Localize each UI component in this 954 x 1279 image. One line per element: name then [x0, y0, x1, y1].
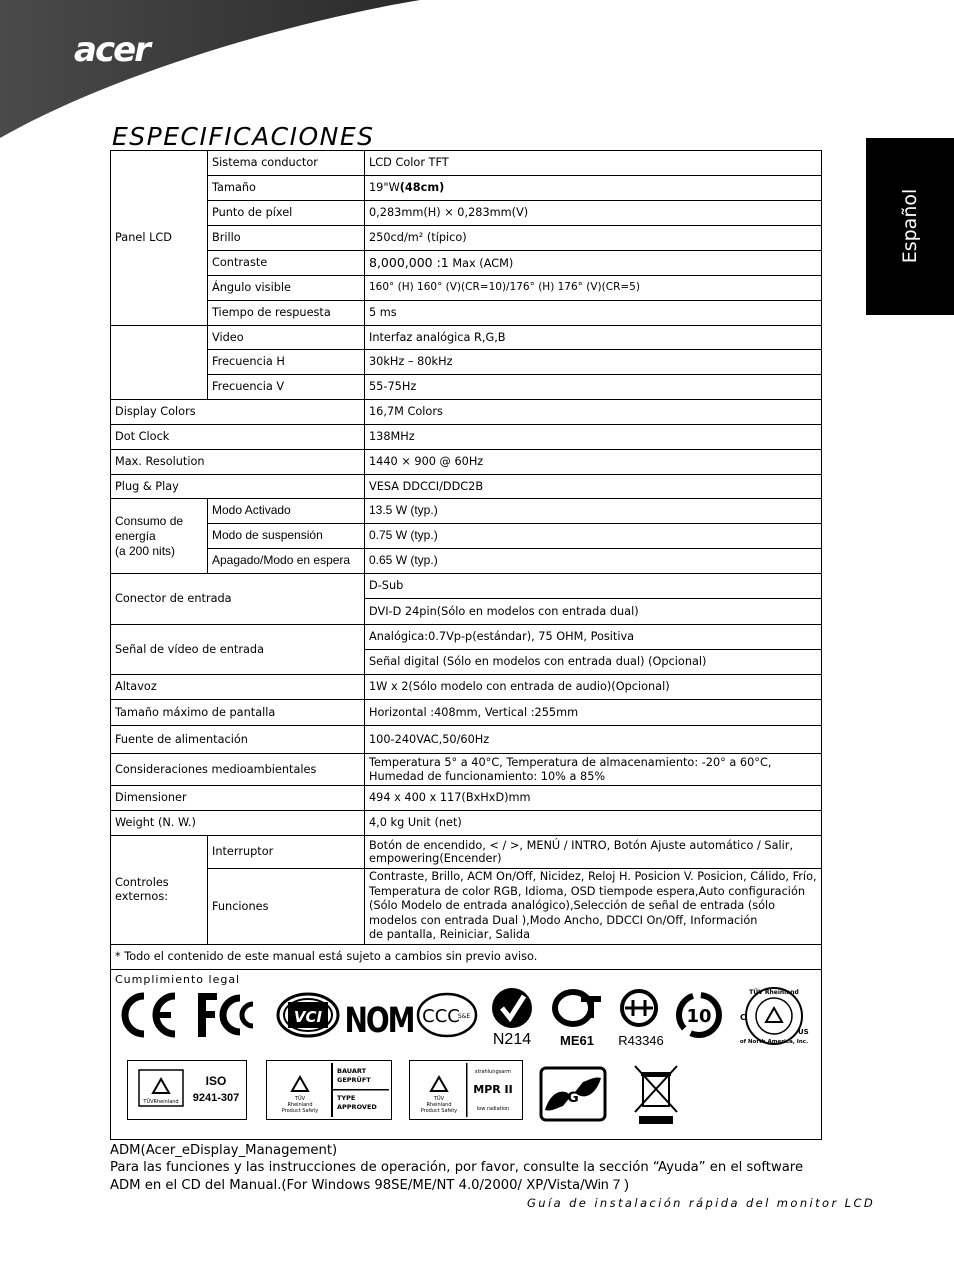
- fcc-mark-icon: [195, 990, 261, 1040]
- display-colors-value: 16,7M Colors: [365, 400, 822, 425]
- consid-label: Consideraciones medioambientales: [111, 754, 365, 786]
- contraste-value: [365, 251, 822, 276]
- panel-lcd-label: Panel LCD: [111, 151, 208, 326]
- tuv-us-top: TÜV Rheinland: [749, 988, 799, 996]
- sistema-value: LCD Color TFT: [365, 151, 822, 176]
- contraste-suffix: Max (ACM): [452, 256, 514, 270]
- page-title: ESPECIFICACIONES: [112, 122, 375, 151]
- tuv-triangle-icon: [136, 1067, 186, 1111]
- frech-label: Frecuencia H: [208, 350, 365, 375]
- type-1: TYPE: [337, 1093, 356, 1102]
- tuv-us-bottom: of North America, Inc.: [739, 1038, 809, 1045]
- c-tick-mark-icon: [486, 986, 538, 1048]
- c-tick-code: N214: [492, 1030, 532, 1048]
- angulo-label: Ángulo visible: [208, 276, 365, 301]
- mpr-text-icon: [466, 1063, 520, 1117]
- punto-value: 0,283mm(H) × 0,283mm(V): [365, 201, 822, 226]
- china-rohs-text: 10: [686, 1005, 712, 1027]
- angulo-value: 160° (H) 160° (V)(CR=10)/176° (H) 176° (V)(CR=5): [365, 276, 822, 301]
- interruptor-line-1: Botón de encendido, < / >, MENÚ / INTRO, Botón Ajuste automático / Salir,: [369, 838, 794, 852]
- bauart-1: BAUART: [337, 1066, 367, 1075]
- weight-label: Weight (N. W.): [111, 811, 365, 836]
- consid-line-2: Humedad de funcionamiento: 10% a 85%: [369, 769, 606, 783]
- consumo-line-1: Consumo de: [115, 513, 184, 528]
- brillo-label: Brillo: [208, 226, 365, 251]
- consumo-line-3: (a 200 nits): [115, 543, 176, 558]
- iso-number: 9241-307: [192, 1091, 240, 1104]
- dot-clock-value: 138MHz: [365, 425, 822, 450]
- dimens-label: Dimensioner: [111, 786, 365, 811]
- adm-line-2-suffix: Win 7 ): [584, 1176, 629, 1192]
- bauart-2: GEPRÜFT: [337, 1075, 371, 1084]
- adm-line-2: [110, 1176, 850, 1194]
- altavoz-label: Altavoz: [111, 675, 365, 700]
- mpr-top: strahlungsarm: [474, 1068, 512, 1075]
- tuv-small-2: Rheinland: [287, 1101, 313, 1108]
- type-2: APPROVED: [337, 1102, 377, 1111]
- tamano-label: Tamaño: [208, 176, 365, 201]
- bauart-gepruft-badge: [266, 1060, 392, 1120]
- funciones-line-5: de pantalla, Reiniciar, Salida: [369, 928, 530, 941]
- compliance-logos: [111, 970, 820, 1138]
- sae-text: S&E: [457, 1012, 471, 1020]
- tuv-small-3b: Product Safety: [420, 1107, 458, 1114]
- senal-label: Señal de vídeo de entrada: [111, 625, 365, 675]
- max-res-label: Max. Resolution: [111, 450, 365, 475]
- altavoz-value: 1W x 2(Sólo modelo con entrada de audio)(Opcional): [365, 675, 822, 700]
- tuv-safety-icon-2: [412, 1065, 466, 1115]
- pse-mark-icon: [551, 988, 607, 1048]
- signal-group-cell: [111, 326, 208, 400]
- interruptor-value: [365, 836, 822, 869]
- compliance-cell: [111, 969, 822, 1139]
- video-value: Interfaz analógica R,G,B: [365, 326, 822, 350]
- iso-text-icon: [188, 1071, 244, 1111]
- frecv-value: 55-75Hz: [365, 375, 822, 400]
- tuv-small-1b: TÜV: [433, 1095, 445, 1102]
- interruptor-label: Interruptor: [208, 836, 365, 869]
- display-colors-label: Display Colors: [111, 400, 365, 425]
- language-tab: [866, 138, 954, 315]
- tuv-safety-icon: [271, 1065, 329, 1115]
- senal-value-2: Señal digital (Sólo en modelos con entrada dual) (Opcional): [365, 650, 822, 675]
- conector-value-1: D-Sub: [365, 574, 822, 599]
- china-rohs-mark-icon: [674, 992, 724, 1038]
- guide-footer: Guía de instalación rápida del monitor LCD: [527, 1196, 876, 1210]
- vci-text: VCI: [293, 1007, 323, 1026]
- language-tab-label: Español: [899, 188, 921, 264]
- acer-logo: acer: [74, 30, 149, 70]
- contraste-main: 8,000,000 :1: [369, 254, 449, 270]
- tuv-c: C: [740, 1012, 746, 1022]
- vcci-mark-icon: [276, 992, 340, 1038]
- g-mark-icon: [539, 1066, 607, 1122]
- consumo-label: [111, 499, 208, 574]
- funciones-line-2: Temperatura de color RGB, Idioma, OSD tiempode espera,Auto configuración: [369, 884, 806, 898]
- funciones-line-1: Contraste, Brillo, ACM On/Off, Nicidez, Reloj H. Posicion V. Posicion, Cálido, Frío,: [369, 870, 817, 883]
- frecv-label: Frecuencia V: [208, 375, 365, 400]
- tamano-size: 19"W: [369, 181, 400, 195]
- header-swoosh: [0, 0, 954, 140]
- funciones-line-3: (Sólo Modelo de entrada analógico),Selección de señal de entrada (sólo: [369, 899, 776, 912]
- nom-text: NOM: [344, 1000, 414, 1041]
- gost-mark-icon: [611, 988, 671, 1048]
- mpr-bottom: low radiation: [476, 1105, 510, 1112]
- adm-line-2-main: ADM en el CD del Manual.(For Windows 98SE/ME/NT 4.0/2000/ XP/Vista/: [110, 1178, 585, 1193]
- tam-max-value: Horizontal :408mm, Vertical :255mm: [365, 700, 822, 726]
- bauart-text-icon: [331, 1063, 389, 1117]
- spec-table: [110, 150, 822, 1140]
- plug-value: VESA DDCCI/DDC2B: [365, 475, 822, 499]
- funciones-label: Funciones: [208, 869, 365, 945]
- ce-mark-icon: [117, 990, 179, 1040]
- tuv-us: US: [798, 1027, 809, 1036]
- ccc-text: CCC: [422, 1005, 460, 1027]
- modo-act-label: Modo Activado: [208, 499, 365, 524]
- controles-label: [111, 836, 208, 945]
- contraste-label: Contraste: [208, 251, 365, 276]
- ccc-mark-icon: [416, 992, 478, 1038]
- mpr-main: MPR II: [473, 1082, 513, 1096]
- gost-code: R43346: [618, 1032, 664, 1048]
- tuv-small-3: Product Safety: [281, 1107, 319, 1114]
- tuv-brand-text: TÜVRheinland: [143, 1098, 179, 1105]
- video-label: Video: [208, 326, 365, 350]
- controles-line-1: Controles: [115, 876, 169, 890]
- weight-value: 4,0 kg Unit (net): [365, 811, 822, 836]
- funciones-value: [365, 869, 822, 945]
- adm-title: ADM(Acer_eDisplay_Management): [110, 1143, 338, 1158]
- g-mark-text: G: [567, 1089, 579, 1106]
- sistema-label: Sistema conductor: [208, 151, 365, 176]
- compliance-label: Cumplimiento legal: [115, 972, 241, 986]
- adm-section: [110, 1142, 850, 1194]
- iso-label: ISO: [205, 1073, 227, 1088]
- apagado-value: 0.65 W (typ.): [365, 549, 822, 574]
- senal-value-1: Analógica:0.7Vp-p(estándar), 75 OHM, Positiva: [365, 625, 822, 650]
- consumo-line-2: energía: [115, 528, 156, 543]
- plug-label: Plug & Play: [111, 475, 365, 499]
- modo-act-value: 13.5 W (typ.): [365, 499, 822, 524]
- iso-9241-307-badge: [127, 1060, 247, 1120]
- modo-susp-value: 0.75 W (typ.): [365, 524, 822, 549]
- funciones-line-4: modelos con entrada Dual ),Modo Ancho, DDCCI On/Off, Información: [369, 913, 758, 927]
- adm-line-1: Para las funciones y las instrucciones de operación, por favor, consulte la sección “Ayuda” en el software: [110, 1160, 804, 1175]
- max-res-value: 1440 × 900 @ 60Hz: [365, 450, 822, 475]
- tiempo-value: 5 ms: [365, 301, 822, 326]
- tamano-value: [365, 176, 822, 201]
- mpr-ii-badge: [409, 1060, 523, 1120]
- modo-susp-label: Modo de suspensión: [208, 524, 365, 549]
- weee-bin-icon: [633, 1064, 679, 1126]
- tuv-c-us-mark-icon: [736, 984, 812, 1048]
- interruptor-line-2: empowering(Encender): [369, 852, 502, 865]
- controles-line-2: externos:: [115, 889, 169, 903]
- apagado-label: Apagado/Modo en espera: [208, 549, 365, 574]
- brillo-value: 250cd/m² (típico): [365, 226, 822, 251]
- fuente-label: Fuente de alimentación: [111, 726, 365, 754]
- pse-code: ME61: [560, 1032, 594, 1048]
- fuente-value: 100-240VAC,50/60Hz: [365, 726, 822, 754]
- nom-mark-icon: [344, 992, 414, 1041]
- tuv-small-1: TÜV: [294, 1095, 306, 1102]
- disclaimer-note: * Todo el contenido de este manual está sujeto a cambios sin previo aviso.: [111, 944, 822, 969]
- tamano-cm: (48cm): [399, 181, 445, 195]
- frech-value: 30kHz – 80kHz: [365, 350, 822, 375]
- consid-line-1: Temperatura 5° a 40°C, Temperatura de almacenamiento: -20° a 60°C,: [369, 756, 772, 769]
- conector-value-2: DVI-D 24pin(Sólo en modelos con entrada dual): [365, 599, 822, 625]
- tiempo-label: Tiempo de respuesta: [208, 301, 365, 326]
- consid-value: [365, 754, 822, 786]
- dot-clock-label: Dot Clock: [111, 425, 365, 450]
- punto-label: Punto de píxel: [208, 201, 365, 226]
- tuv-small-2b: Rheinland: [426, 1101, 452, 1108]
- dimens-value: 494 x 400 x 117(BxHxD)mm: [365, 786, 822, 811]
- conector-label: Conector de entrada: [111, 574, 365, 625]
- tam-max-label: Tamaño máximo de pantalla: [111, 700, 365, 726]
